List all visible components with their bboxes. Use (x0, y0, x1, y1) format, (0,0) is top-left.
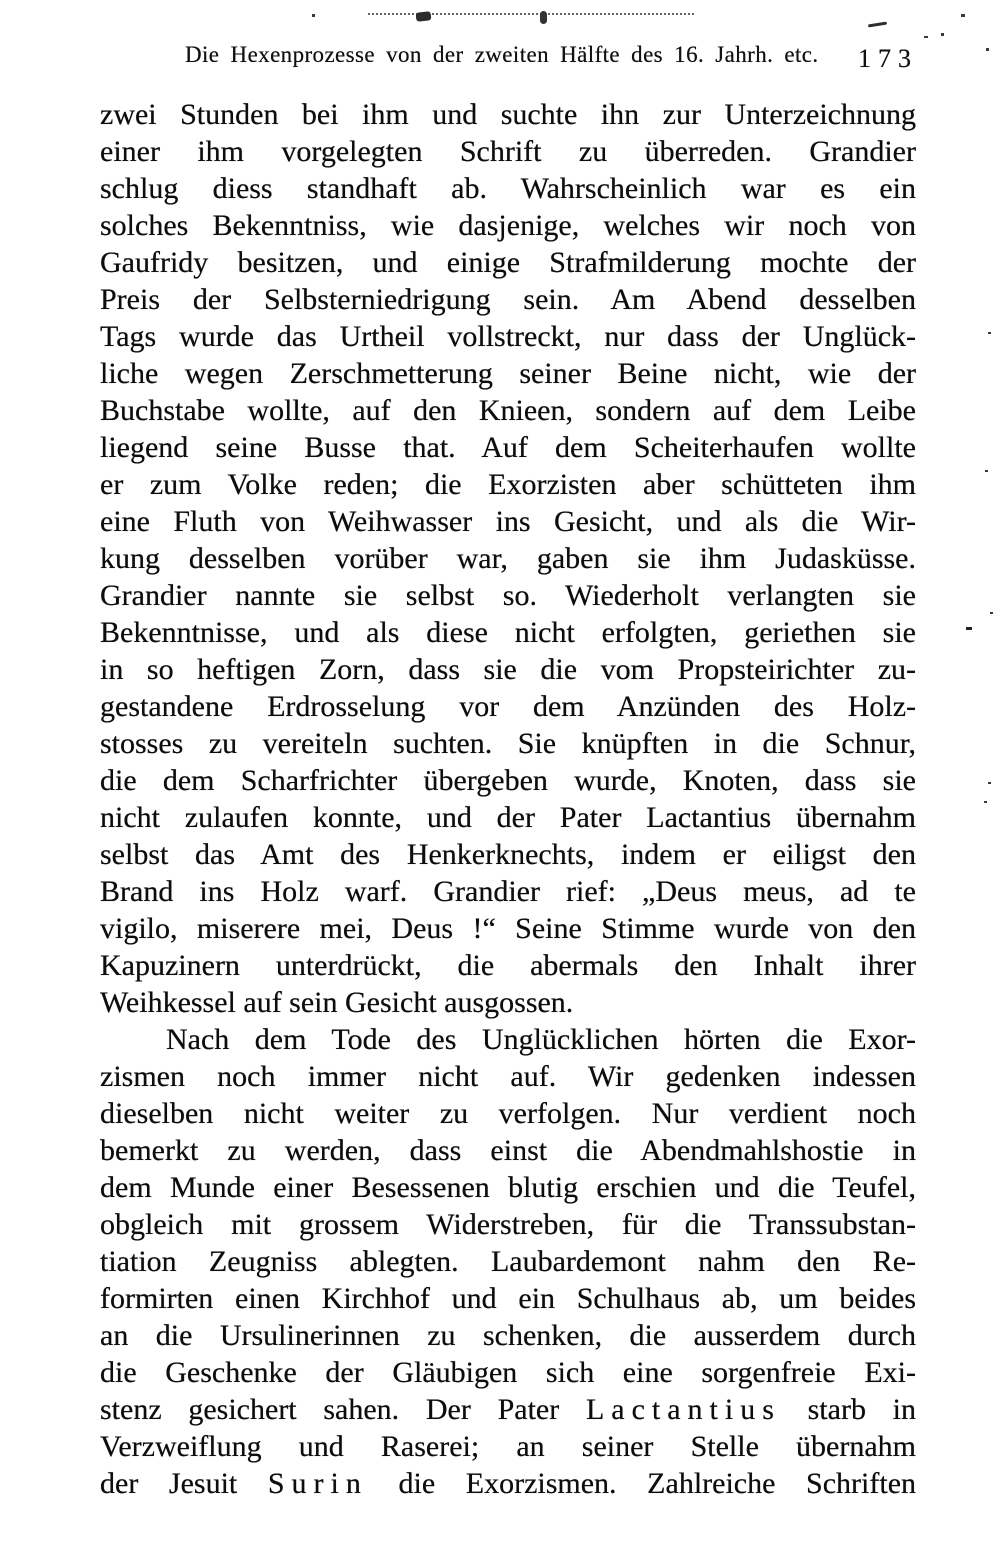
text-line: in so heftigen Zorn, dass sie die vom Propsteirichter zu- (100, 653, 916, 686)
text-line: er zum Volke reden; die Exorzisten aber schütteten ihm (100, 468, 916, 501)
scan-artifact (988, 782, 991, 784)
text-segment: die Exorzismen. Zahlreiche Schriften (367, 1467, 916, 1500)
scan-artifact (985, 470, 988, 472)
text-line-paragraph-start: Nach dem Tode des Unglücklichen hörten die Exor- (166, 1023, 916, 1056)
text-segment: starb in (780, 1393, 916, 1426)
body-text-column (100, 96, 916, 1502)
text-line: eine Fluth von Weihwasser ins Gesicht, und als die Wir- (100, 505, 916, 538)
scan-artifact (540, 11, 547, 24)
text-line: Grandier nannte sie selbst so. Wiederholt verlangten sie (100, 579, 916, 612)
scan-artifact (868, 22, 887, 28)
text-line: liegend seine Busse that. Auf dem Scheiterhaufen wollte (100, 431, 916, 464)
text-line: Verzweiflung und Raserei; an seiner Stelle übernahm (100, 1430, 916, 1463)
text-line: dieselben nicht weiter zu verfolgen. Nur verdient noch (100, 1097, 916, 1130)
text-line: liche wegen Zerschmetterung seiner Beine nicht, wie der (100, 357, 916, 390)
text-line: Bekenntnisse, und als diese nicht erfolgten, geriethen sie (100, 616, 916, 649)
text-line: die dem Scharfrichter übergeben wurde, Knoten, dass sie (100, 764, 916, 797)
text-line: tiation Zeugniss ablegten. Laubardemont nahm den Re- (100, 1245, 916, 1278)
text-line: zwei Stunden bei ihm und suchte ihn zur Unterzeichnung (100, 98, 916, 131)
letterspaced-name-lactantius: Lactantius (585, 1393, 781, 1426)
text-line: die Geschenke der Gläubigen sich eine sorgenfreie Exi- (100, 1356, 916, 1389)
page-number: 173 (858, 44, 918, 73)
text-line: nicht zulaufen konnte, und der Pater Lactantius übernahm (100, 801, 916, 834)
text-line: Kapuzinern unterdrückt, die abermals den Inhalt ihrer (100, 949, 916, 982)
scan-artifact (990, 612, 993, 614)
text-segment: stenz gesichert sahen. Der Pater (100, 1393, 586, 1426)
text-line: selbst das Amt des Henkerknechts, indem er eiligst den (100, 838, 916, 871)
text-line: obgleich mit grossem Widerstreben, für die Transsubstan- (100, 1208, 916, 1241)
running-title: Die Hexenprozesse von der zweiten Hälfte des 16. Jahrh. etc. (185, 42, 819, 67)
scan-artifact (416, 11, 432, 22)
scan-artifact (941, 33, 944, 36)
text-line: kung desselben vorüber war, gaben sie ihm Judasküsse. (100, 542, 916, 575)
text-line: an die Ursulinerinnen zu schenken, die ausserdem durch (100, 1319, 916, 1352)
letterspaced-name-surin: Surin (267, 1467, 368, 1500)
scan-artifact (924, 36, 928, 38)
text-line: formirten einen Kirchhof und ein Schulhaus ab, um beides (100, 1282, 916, 1315)
text-line (100, 1391, 916, 1428)
text-line: Tags wurde das Urtheil vollstreckt, nur dass der Unglück- (100, 320, 916, 353)
scan-artifact (986, 48, 989, 51)
text-line: Gaufridy besitzen, und einige Strafmilderung mochte der (100, 246, 916, 279)
text-line: Brand ins Holz warf. Grandier rief: „Deus meus, ad te (100, 875, 916, 908)
text-line-paragraph-end: Weihkessel auf sein Gesicht ausgossen. (100, 986, 574, 1019)
text-line: stosses zu vereiteln suchten. Sie knüpften in die Schnur, (100, 727, 916, 760)
text-segment: der Jesuit (100, 1467, 268, 1500)
text-line: bemerkt zu werden, dass einst die Abendmahlshostie in (100, 1134, 916, 1167)
text-line: Preis der Selbsterniedrigung sein. Am Abend desselben (100, 283, 916, 316)
text-line (100, 1465, 916, 1502)
text-line: zismen noch immer nicht auf. Wir gedenken indessen (100, 1060, 916, 1093)
scan-artifact (988, 332, 991, 334)
text-line: gestandene Erdrosselung vor dem Anzünden des Holz- (100, 690, 916, 723)
text-line: schlug diess standhaft ab. Wahrscheinlich war es ein (100, 172, 916, 205)
scan-artifact (961, 14, 965, 17)
scan-artifact (984, 801, 987, 803)
text-line: solches Bekenntniss, wie dasjenige, welches wir noch von (100, 209, 916, 242)
text-line: dem Munde einer Besessenen blutig erschien und die Teufel, (100, 1171, 916, 1204)
text-line: Buchstabe wollte, auf den Knieen, sondern auf dem Leibe (100, 394, 916, 427)
text-line: vigilo, miserere mei, Deus !“ Seine Stimme wurde von den (100, 912, 916, 945)
text-line: einer ihm vorgelegten Schrift zu überreden. Grandier (100, 135, 916, 168)
scan-artifact (966, 627, 972, 630)
scan-artifact (312, 14, 315, 17)
